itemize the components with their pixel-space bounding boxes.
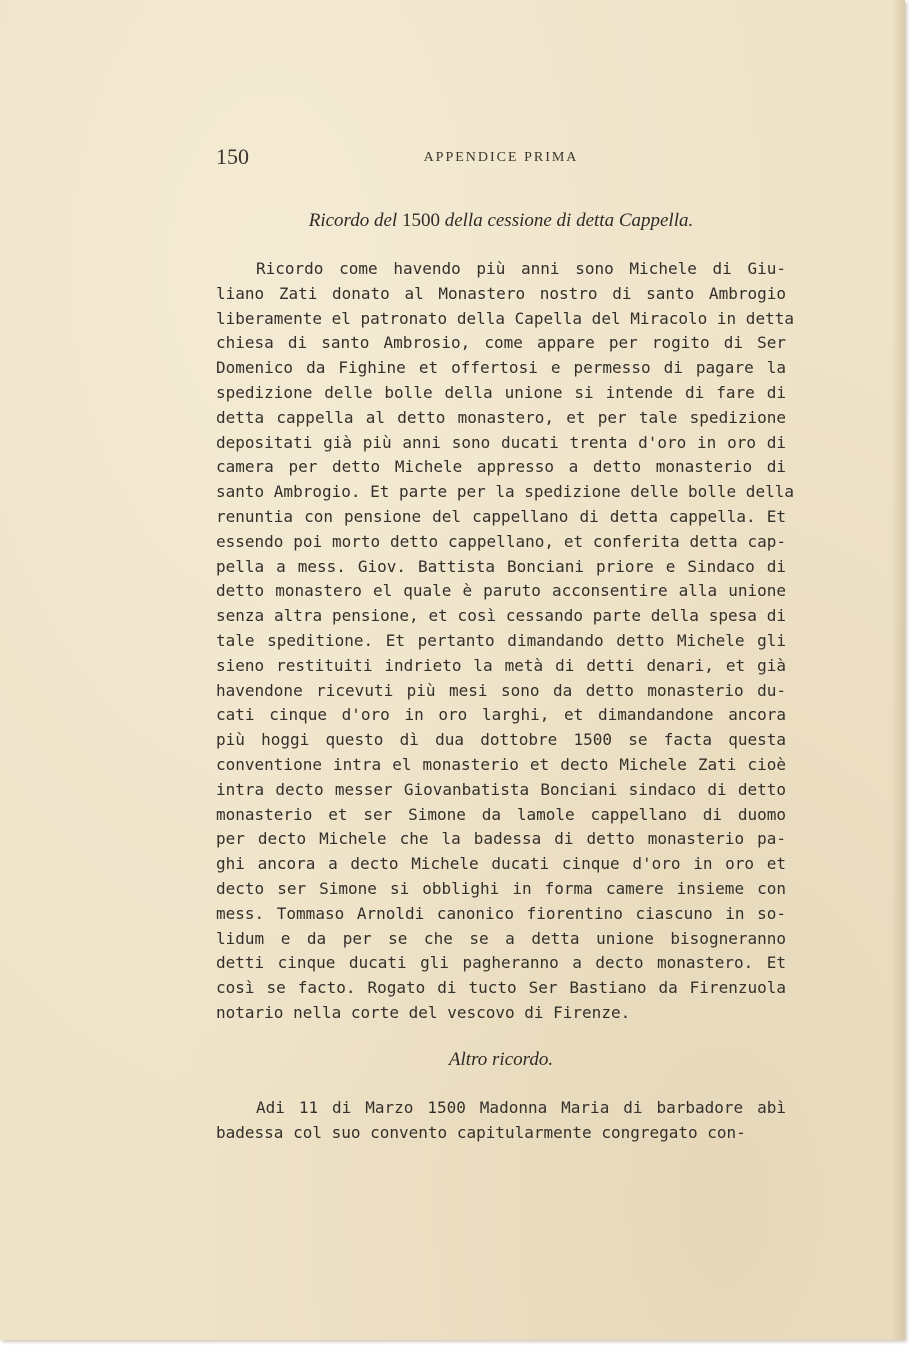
text-line: cati cinque d'oro in oro larghi, et dimandandone ancora [216,705,786,725]
text-line: monasterio et ser Simone da lamole cappellano di duomo [216,804,786,824]
text-line: notario nella corte del vescovo di Firenze. [216,1002,631,1022]
text-line: essendo poi morto detto cappellano, et conferita detta cap- [216,531,786,551]
text-line: chiesa di santo Ambrosio, come appare per rogito di Ser [216,333,786,353]
heading-text-post: della cessione di detta Cappella. [444,210,694,231]
text-line: mess. Tommaso Arnoldi canonico fiorentino ciascuno in so- [216,903,786,923]
text-line: conventione intra el monasterio et decto Michele Zati cioè [216,754,786,774]
text-line: Domenico da Fighine et offertosi e permesso di pagare la [216,358,786,378]
text-line: detti cinque ducati gli pagheranno a decto monastero. Et [216,953,786,973]
text-line: così se facto. Rogato di tucto Ser Bastiano da Firenzuola [216,978,786,998]
section-heading-altro-ricordo: Altro ricordo. [448,1049,554,1070]
text-line: decto ser Simone si obblighi in forma camere insieme con [216,878,786,898]
text-line: liberamente el patronato della Capella del Miracolo in detta [216,308,794,328]
text-line: badessa col suo convento capitularmente congregato con- [216,1122,746,1142]
paragraph-altro-ricordo [216,1096,786,1146]
heading-text-pre: Ricordo del [308,210,398,231]
heading-year: 1500 [401,210,440,231]
text-line: santo Ambrogio. Et parte per la spedizione delle bolle della [216,482,794,502]
section-heading-cessione [216,210,786,232]
text-line: havendone ricevuti più mesi sono da detto monasterio du- [216,680,786,700]
text-line: sieno restituiti indrieto la metà di detti denari, et già [216,655,786,675]
page-header [216,144,786,174]
page-number: 150 [216,144,249,169]
text-line: renuntia con pensione del cappellano di detta cappella. Et [216,506,786,526]
text-line: detta cappella al detto monastero, et per tale spedizione [216,407,786,427]
text-line: per decto Michele che la badessa di detto monasterio pa- [216,829,786,849]
text-line: camera per detto Michele appresso a detto monasterio di [216,457,786,477]
text-line: più hoggi questo dì dua dottobre 1500 se facta questa [216,730,786,750]
text-line: pella a mess. Giov. Battista Bonciani priore e Sindaco di [216,556,786,576]
text-line: tale speditione. Et pertanto dimandando detto Michele gli [216,630,786,650]
text-line: spedizione delle bolle della unione si intende di fare di [216,382,786,402]
paragraph-cessione [216,257,794,1026]
running-title: APPENDICE PRIMA [423,150,579,165]
text-line: depositati già più anni sono ducati trenta d'oro in oro di [216,432,786,452]
text-line: senza altra pensione, et così cessando parte della spesa di [216,606,786,626]
text-line: ghi ancora a decto Michele ducati cinque d'oro in oro et [216,854,786,874]
text-line: intra decto messer Giovanbatista Bonciani sindaco di detto [216,779,786,799]
page-edge-shadow [891,0,905,1340]
text-line: detto monastero el quale è paruto acconsentire alla unione [216,581,786,601]
text-line: Adi 11 di Marzo 1500 Madonna Maria di barbadore abì [256,1098,786,1117]
text-line: liano Zati donato al Monastero nostro di santo Ambrogio [216,283,786,303]
text-line: Ricordo come havendo più anni sono Michele di Giu- [256,259,786,278]
text-line: lidum e da per se che se a detta unione bisogneranno [216,928,786,948]
